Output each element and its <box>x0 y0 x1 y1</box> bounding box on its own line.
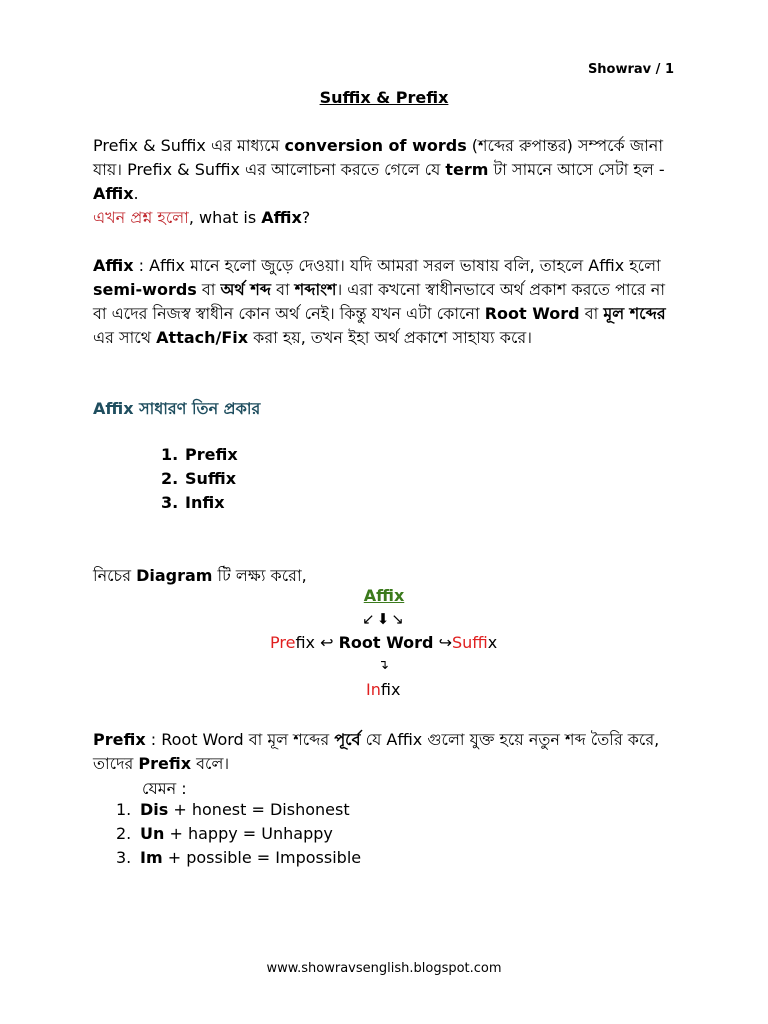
diagram-arrows-icon: ↙⬇↘ <box>362 610 406 628</box>
diagram-intro-bold: Diagram <box>136 566 213 585</box>
list-item <box>116 798 361 822</box>
section-heading: Affix সাধারণ তিন প্রকার <box>93 399 261 418</box>
list-number: 2. <box>161 469 179 488</box>
page-title: Suffix & Prefix <box>319 88 449 107</box>
examples-list <box>116 798 361 870</box>
list-number: 2. <box>116 824 132 843</box>
intro-text-1: Prefix & Suffix এর মাধ্যমে <box>93 136 285 155</box>
intro-bold-1: conversion of words <box>284 136 467 155</box>
affix-def-bold-6: Attach/Fix <box>156 328 249 347</box>
page-label: Showrav / 1 <box>587 62 674 77</box>
diagram-root-word: Root Word <box>338 633 434 652</box>
list-number: 3. <box>116 848 132 867</box>
list-item <box>161 491 238 515</box>
diagram-intro-text-1: নিচের <box>93 566 137 585</box>
affix-def-bold-4: Root Word <box>484 304 580 323</box>
list-item <box>161 443 238 467</box>
prefix-definition <box>93 728 683 776</box>
example-rest: + possible = Impossible <box>162 848 362 867</box>
diagram-prefix-red: Pre <box>270 633 296 652</box>
down-arrow-icon: ↴ <box>378 658 389 673</box>
question-line <box>93 206 683 230</box>
list-number: 3. <box>161 493 179 512</box>
intro-text-2: (শব্দের রুপান্তর) সম্পর্কে জানা যায়। Prefix & Suffix এর আলোচনা করতে গেলে যে <box>93 136 663 179</box>
diagram-affix-label: Affix <box>363 586 405 605</box>
left-arrow-icon: ↩ <box>314 633 339 652</box>
affix-def-label: Affix <box>93 256 134 275</box>
affix-types-list <box>161 443 238 515</box>
diagram-intro-text-2: টি লক্ষ্য করো, <box>212 566 307 585</box>
prefix-def-text-1: : Root Word বা মূল শব্দের <box>145 730 335 749</box>
affix-def-text-7: করা হয়, তখন ইহা অর্থ প্রকাশে সাহায্য করে। <box>248 328 532 347</box>
affix-def-text-6: এর সাথে <box>93 328 157 347</box>
list-item <box>116 846 361 870</box>
diagram-suffix-rest: fix <box>487 633 498 652</box>
example-rest: + happy = Unhappy <box>164 824 333 843</box>
prefix-def-text-3: বলে। <box>191 754 230 773</box>
list-item <box>161 467 238 491</box>
question-bold: Affix <box>261 208 302 227</box>
list-number: 1. <box>116 800 132 819</box>
list-label: Prefix <box>185 445 238 464</box>
intro-text-3: টা সামনে আসে সেটা হল - <box>488 160 665 179</box>
affix-def-bold-2: অর্থ শব্দ <box>220 280 272 299</box>
affix-def-text-4: । এরা কখনো স্বাধীনভাবে অর্থ প্রকাশ করতে পারে না বা এদের নিজস্ব স্বাধীন কোন অর্থ নেই। কিন্তু যখন এটা কোনো <box>93 280 665 323</box>
affix-def-bold-3: শব্দাংশ <box>294 280 337 299</box>
affix-def-text-1: : Affix মানে হলো জুড়ে দেওয়া। যদি আমরা সরল ভাষায় বলি, তাহলে Affix হলো <box>133 256 661 275</box>
affix-def-text-2: বা <box>196 280 221 299</box>
example-prefix: Un <box>140 824 165 843</box>
question-text-1: , what is <box>188 208 262 227</box>
list-item <box>116 822 361 846</box>
affix-definition <box>93 254 683 350</box>
affix-def-bold-1: semi-words <box>93 280 197 299</box>
affix-def-bold-5: মূল শব্দের <box>603 304 666 323</box>
example-rest: + honest = Dishonest <box>168 800 350 819</box>
prefix-def-bold-2: Prefix <box>138 754 192 773</box>
question-text-2: ? <box>301 208 311 227</box>
diagram-infix-rest: fix <box>380 680 401 699</box>
example-label: যেমন : <box>142 779 187 798</box>
intro-paragraph <box>93 134 683 206</box>
prefix-def-label: Prefix <box>93 730 146 749</box>
diagram-suffix-red: Suf <box>452 633 488 652</box>
footer-url: www.showravsenglish.blogspot.com <box>266 961 502 976</box>
intro-bold-2: term <box>445 160 489 179</box>
list-label: Infix <box>185 493 225 512</box>
diagram-prefix-rest: fix <box>295 633 315 652</box>
example-prefix: Dis <box>140 800 169 819</box>
list-number: 1. <box>161 445 179 464</box>
list-label: Suffix <box>185 469 237 488</box>
intro-text-4: . <box>133 184 139 203</box>
diagram-infix <box>366 680 400 699</box>
affix-def-text-3: বা <box>271 280 295 299</box>
intro-bold-3: Affix <box>93 184 134 203</box>
right-arrow-icon: ↪ <box>433 633 452 652</box>
example-prefix: Im <box>140 848 163 867</box>
diagram-infix-red: In <box>366 680 381 699</box>
question-bengali: এখন প্রশ্ন হলো <box>93 208 189 227</box>
affix-def-text-5: বা <box>579 304 604 323</box>
prefix-def-bold-1: পূর্বে <box>334 730 361 749</box>
prefix-def-text-2: যে Affix গুলো যুক্ত হয়ে নতুন শব্দ তৈরি করে, তাদের <box>93 730 660 773</box>
diagram-main-row <box>270 633 497 652</box>
